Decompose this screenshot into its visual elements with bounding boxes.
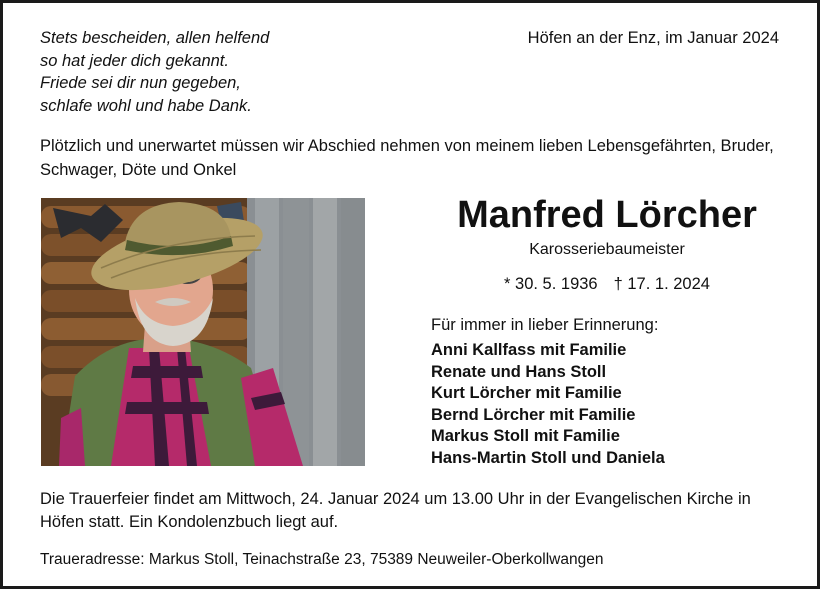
portrait-photo (41, 198, 365, 466)
mourner-entry: Hans-Martin Stoll und Daniela (431, 448, 665, 467)
memory-heading: Für immer in lieber Erinnerung: (431, 316, 659, 334)
poem-line: Stets bescheiden, allen helfend (40, 29, 270, 47)
mourner-entry: Kurt Lörcher mit Familie (431, 384, 622, 402)
mourning-address: Traueradresse: Markus Stoll, Teinachstraße 23, 75389 Neuweiler-Oberkollwangen (40, 551, 604, 568)
mourner-entry: Markus Stoll mit Familie (431, 427, 620, 445)
poem-line: so hat jeder dich gekannt. (40, 51, 229, 70)
memorial-poem (40, 27, 269, 117)
mourners-list (431, 340, 665, 469)
deceased-name: Manfred Lörcher (457, 194, 757, 236)
mourner-entry: Anni Kallfass mit Familie (431, 341, 627, 359)
announcement-intro: Plötzlich und unerwartet müssen wir Abschied nehmen von meinem lieben Lebensgefährten, Bruder, Schwager, Döte und Onkel (40, 137, 774, 179)
funeral-notice: Die Trauerfeier findet am Mittwoch, 24. Januar 2024 um 13.00 Uhr in der Evangelischen Kirche in Höfen statt. Ein Kondolenzbuch liegt auf. (40, 490, 751, 531)
life-dates (423, 273, 791, 295)
poem-line: Friede sei dir nun gegeben, (40, 74, 241, 92)
mourner-entry: Renate und Hans Stoll (431, 362, 607, 381)
place-and-date: Höfen an der Enz, im Januar 2024 (527, 29, 779, 47)
poem-line: schlafe wohl und habe Dank. (40, 96, 252, 115)
death-date: † 17. 1. 2024 (613, 275, 710, 293)
mourner-entry: Bernd Lörcher mit Familie (431, 405, 636, 424)
birth-date: * 30. 5. 1936 (504, 275, 598, 293)
deceased-profession: Karosseriebaumeister (529, 241, 685, 258)
